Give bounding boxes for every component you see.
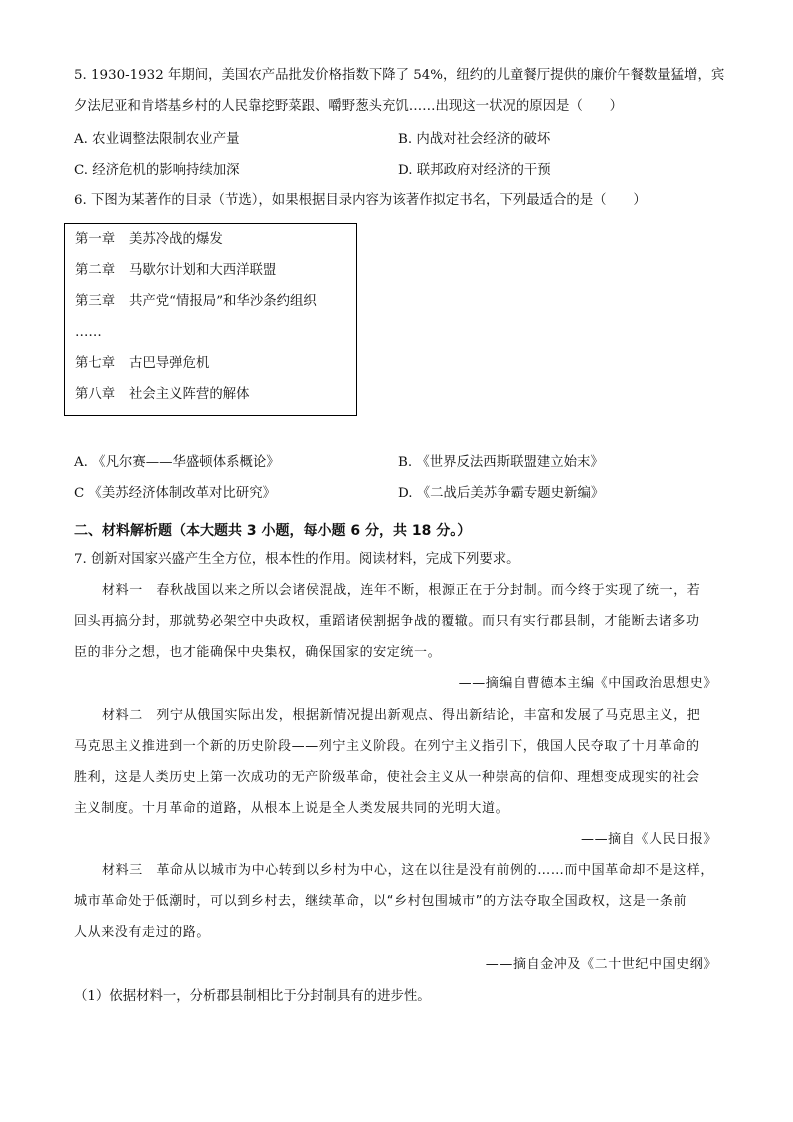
toc-chapter: 第一章: [75, 232, 116, 247]
toc-row: [75, 385, 250, 405]
toc-chapter: 第七章: [75, 356, 116, 371]
q6-stem: 6. 下图为某著作的目录（节选），如果根据目录内容为该著作拟定书名，下列最适合的是（ ）: [74, 193, 647, 208]
material3-line2: 城市革命处于低潮时，可以到乡村去，继续革命，以“乡村包围城市”的方法夺取全国政权，这是一条前: [74, 894, 688, 909]
q5-stem-line2: 夕法尼亚和肯塔基乡村的人民靠挖野菜跟、嚼野葱头充饥……出现这一状况的原因是（ ）: [74, 99, 624, 114]
q5-option-d: D. 联邦政府对经济的干预: [398, 163, 551, 178]
toc-chapter: 第二章: [75, 263, 116, 278]
toc-row: [75, 354, 209, 374]
q5-option-b: B. 内战对社会经济的破坏: [398, 132, 551, 147]
q7-stem: 7. 创新对国家兴盛产生全方位，根本性的作用。阅读材料，完成下列要求。: [74, 552, 520, 567]
material2-source: ——摘自《人民日报》: [580, 832, 717, 847]
material1-line3: 臣的非分之想，也才能确保中央集权，确保国家的安定统一。: [74, 645, 442, 660]
material2-line3: 胜利，这是人类历史上第一次成功的无产阶级革命，使社会主义从一种崇高的信仰、理想变成现实的社会: [74, 770, 700, 785]
q6-option-c: C 《美苏经济体制改革对比研究》: [74, 486, 276, 501]
material3-line1: 材料三 革命从以城市为中心转到以乡村为中心，这在以往是没有前例的……而中国革命却不是这样，: [102, 863, 715, 878]
toc-row: [75, 323, 129, 343]
toc-title: 古巴导弹危机: [129, 356, 210, 371]
material1-source: ——摘编自曹德本主编《中国政治思想史》: [458, 676, 717, 691]
material1-line1: 材料一 春秋战国以来之所以会诸侯混战，连年不断，根源正在于分封制。而今终于实现了统一，若: [102, 583, 701, 598]
material3-source: ——摘自金冲及《二十世纪中国史纲》: [485, 957, 717, 972]
q5-option-c: C. 经济危机的影响持续加深: [74, 163, 240, 178]
q7-subquestion-1: （1）依据材料一，分析郡县制相比于分封制具有的进步性。: [74, 989, 431, 1004]
toc-title: 马歇尔计划和大西洋联盟: [129, 263, 277, 278]
q6-option-d: D. 《二战后美苏争霸专题史新编》: [398, 486, 605, 501]
material3-line3: 人从来没有走过的路。: [74, 925, 211, 940]
toc-chapter: 第三章: [75, 294, 116, 309]
toc-row: [75, 292, 317, 312]
toc-title: 美苏冷战的爆发: [129, 232, 223, 247]
q5-option-a: A. 农业调整法限制农业产量: [74, 132, 240, 147]
toc-title: 社会主义阵营的解体: [129, 387, 250, 402]
material2-line1: 材料二 列宁从俄国实际出发，根据新情况提出新观点、得出新结论，丰富和发展了马克思主义，把: [102, 708, 701, 723]
toc-box: [64, 223, 357, 416]
q6-option-a: A. 《凡尔赛——华盛顿体系概论》: [74, 455, 280, 470]
q5-stem-line1: 5. 1930-1932 年期间，美国农产品批发价格指数下降了 54%，纽约的儿童餐厅提供的廉价午餐数量猛增，宾: [74, 68, 725, 83]
toc-row: [75, 230, 223, 250]
material2-line2: 马克思主义推进到一个新的历史阶段——列宁主义阶段。在列宁主义指引下，俄国人民夺取了十月革命的: [74, 739, 700, 754]
material1-line2: 回头再搞分封，那就势必架空中央政权，重蹈诸侯割据争战的覆辙。而只有实行郡县制，才能断去诸多功: [74, 614, 700, 629]
toc-title: 共产党“情报局”和华沙条约组织: [129, 294, 317, 309]
toc-row: [75, 261, 276, 281]
material2-line4: 主义制度。十月革命的道路，从根本上说是全人类发展共同的光明大道。: [74, 801, 510, 816]
toc-chapter: 第八章: [75, 387, 116, 402]
toc-ellipsis: ……: [75, 325, 102, 340]
section-heading: 二、材料解析题（本大题共 3 小题，每小题 6 分，共 18 分。）: [74, 523, 472, 539]
q6-option-b: B. 《世界反法西斯联盟建立始末》: [398, 455, 604, 470]
